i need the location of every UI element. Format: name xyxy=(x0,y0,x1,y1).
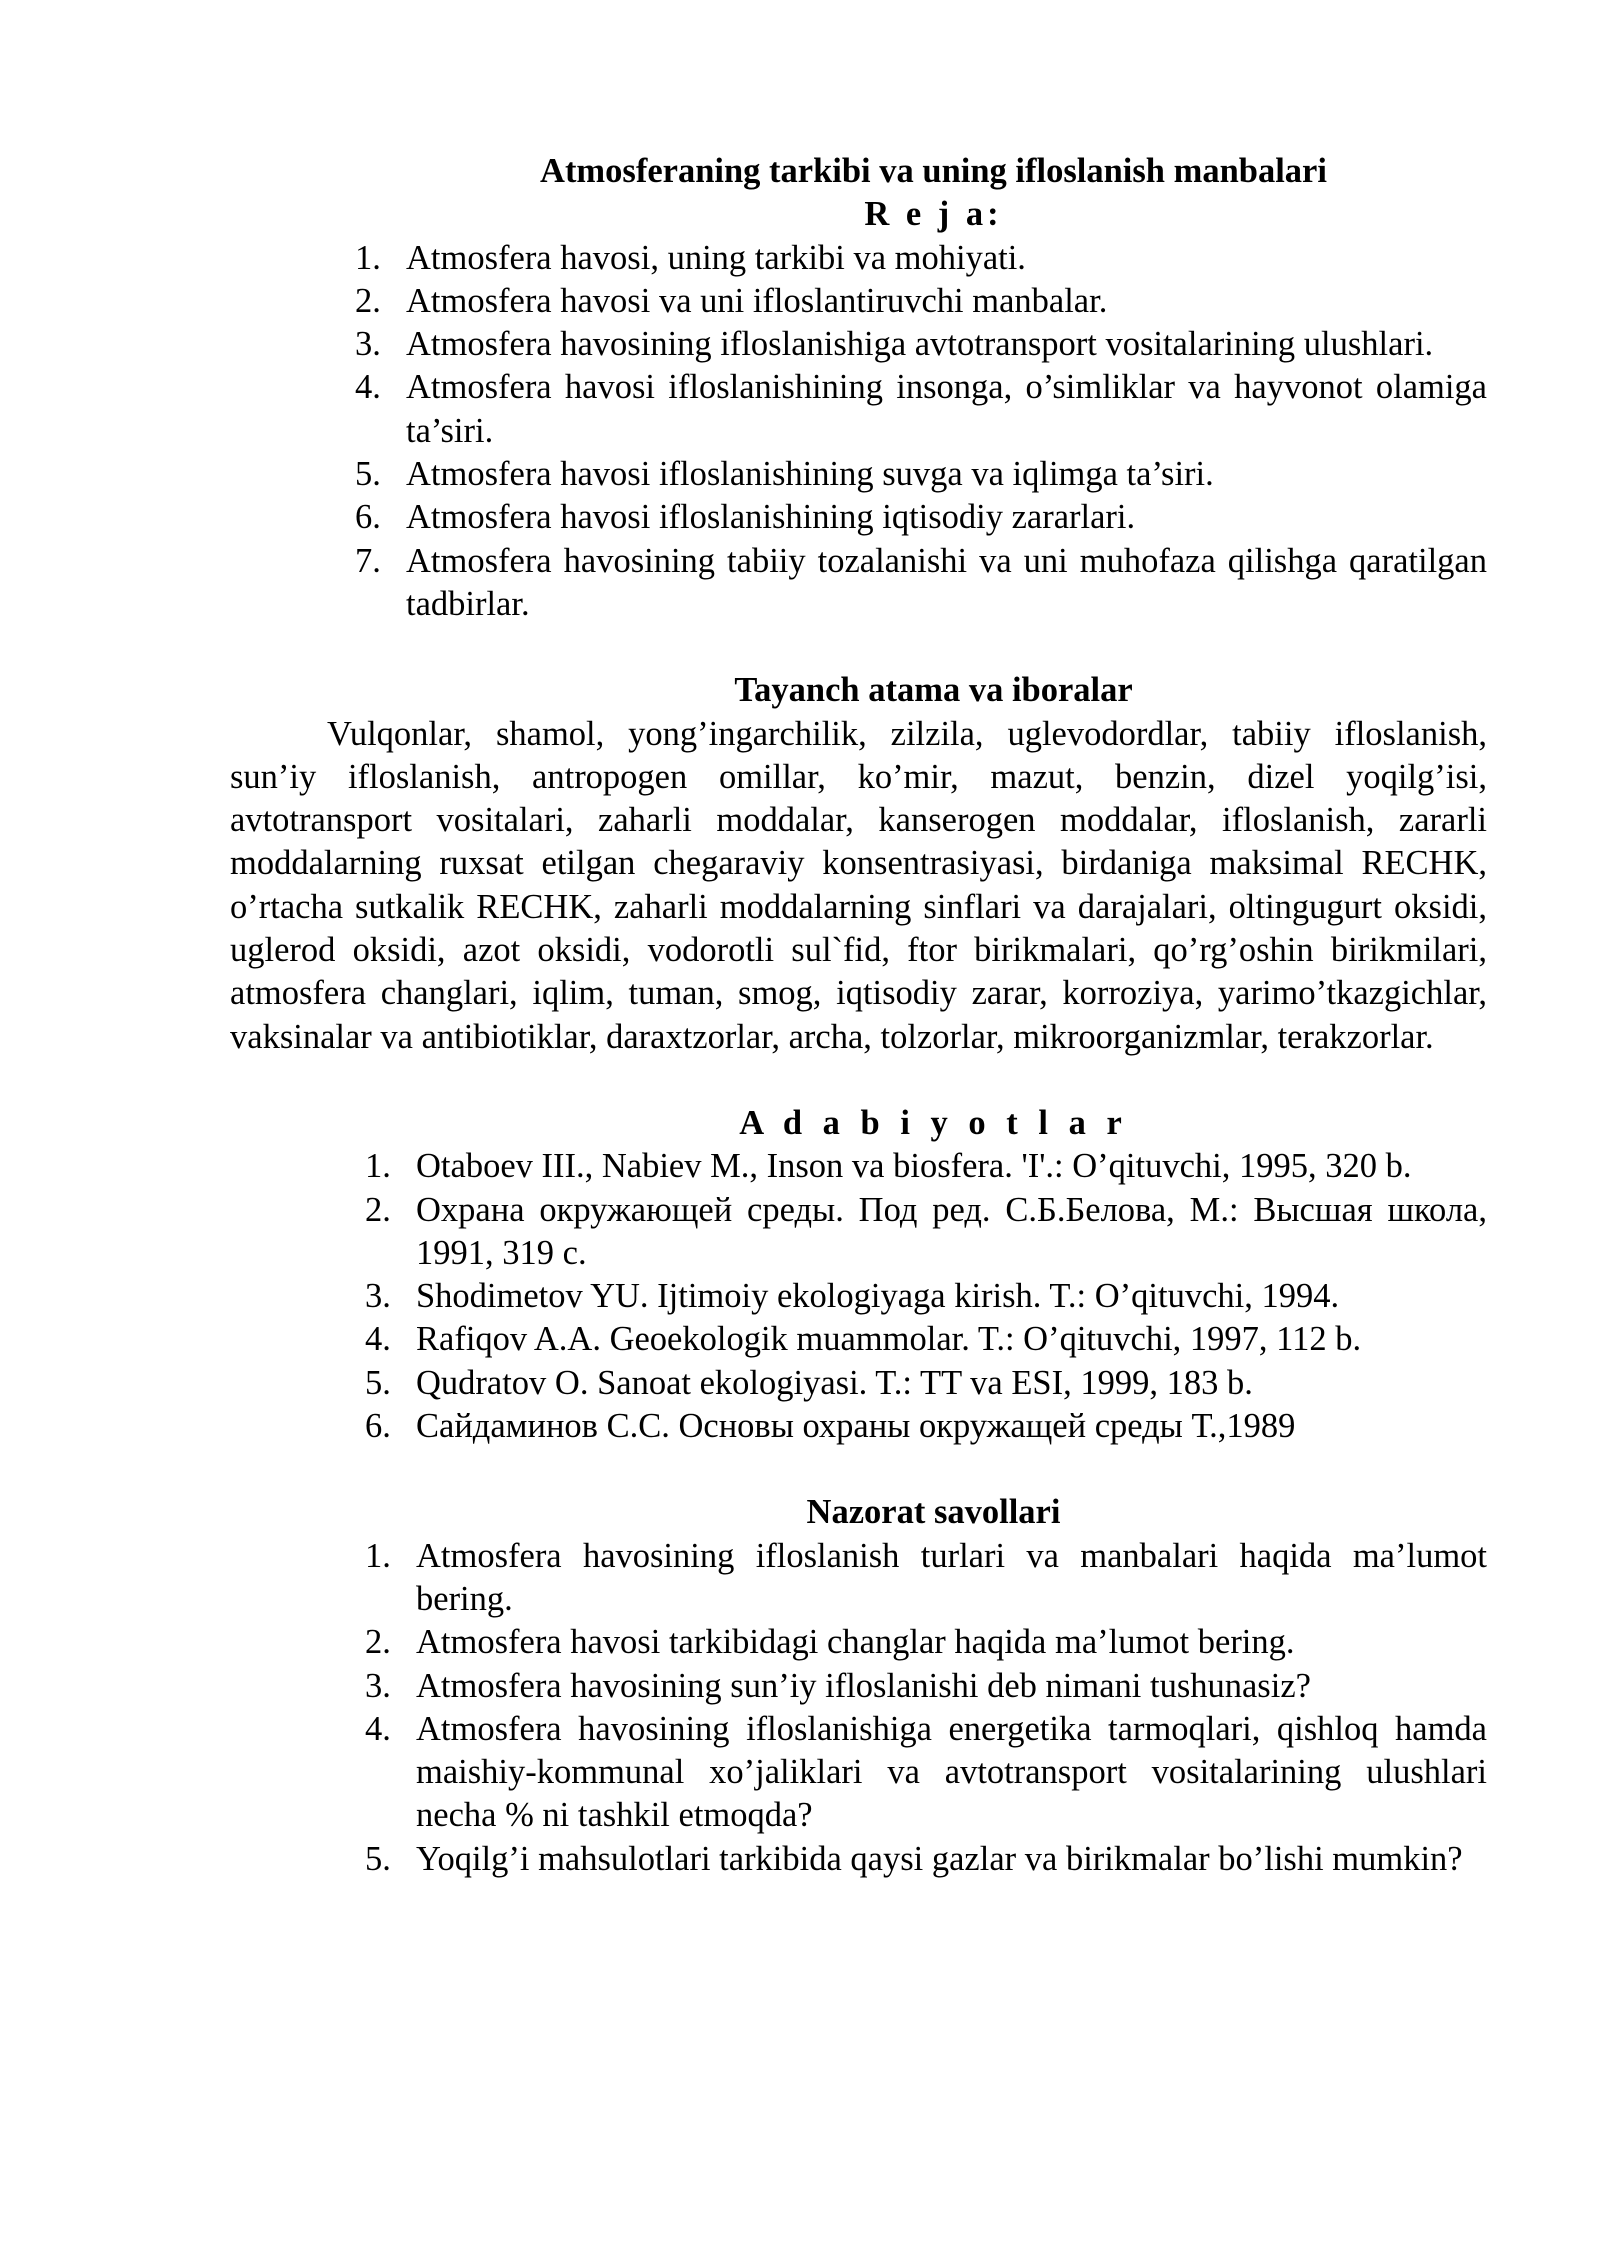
literature-title: A d a b i y o t l a r xyxy=(739,1103,1128,1142)
questions-title: Nazorat savollari xyxy=(806,1493,1061,1532)
questions-list xyxy=(230,1535,1487,1881)
item-number: 4. xyxy=(355,368,381,407)
list-item xyxy=(230,237,1487,280)
item-number: 3. xyxy=(365,1277,391,1316)
item-text: Atmosfera havosining ifloslanishiga energetika tarmoqlari, qishloq hamda maishiy-kommunal xo’jaliklari va avtotransport vositalarining ulushlari necha % ni tashkil etmoqda? xyxy=(416,1709,1487,1835)
item-number: 5. xyxy=(355,455,381,494)
list-item xyxy=(230,1405,1487,1448)
item-text: Shodimetov YU. Ijtimoiy ekologiyaga kirish. T.: O’qituvchi, 1994. xyxy=(416,1277,1340,1316)
item-text: Atmosfera havosi ifloslanishining suvga va iqlimga ta’siri. xyxy=(406,455,1214,494)
item-text: Yoqilg’i mahsulotlari tarkibida qaysi gazlar va birikmalar bo’lishi mumkin? xyxy=(416,1839,1463,1878)
list-item xyxy=(230,453,1487,496)
item-text: Atmosfera havosi, uning tarkibi va mohiyati. xyxy=(406,238,1026,277)
spacer xyxy=(230,1448,1487,1491)
document-body xyxy=(230,150,1487,1881)
item-text: Сайдаминов С.С. Основы охраны окружащей среды Т.,1989 xyxy=(416,1407,1296,1446)
item-text: Охрана окружающей среды. Под ред. С.Б.Белова, М.: Высшая школа, 1991, 319 с. xyxy=(416,1190,1487,1272)
terms-title: Tayanch atama va iboralar xyxy=(734,671,1133,710)
item-number: 5. xyxy=(365,1839,391,1878)
item-number: 3. xyxy=(365,1666,391,1705)
item-number: 2. xyxy=(365,1623,391,1662)
item-text: Rafiqov A.A. Geoekologik muammolar. T.: O’qituvchi, 1997, 112 b. xyxy=(416,1320,1362,1359)
item-text: Atmosfera havosining ifloslanishiga avtotransport vositalarining ulushlari. xyxy=(406,325,1434,364)
item-text: Atmosfera havosi tarkibidagi changlar haqida ma’lumot bering. xyxy=(416,1623,1295,1662)
literature-list xyxy=(230,1145,1487,1448)
spacer xyxy=(230,626,1487,669)
list-item xyxy=(230,1535,1487,1622)
list-item xyxy=(230,1145,1487,1188)
item-text: Atmosfera havosi va uni ifloslantiruvchi manbalar. xyxy=(406,281,1108,320)
item-number: 7. xyxy=(355,541,381,580)
item-number: 4. xyxy=(365,1320,391,1359)
item-number: 6. xyxy=(365,1407,391,1446)
list-item xyxy=(230,280,1487,323)
item-number: 1. xyxy=(365,1536,391,1575)
item-text: Atmosfera havosining sun’iy ifloslanishi deb nimani tushunasiz? xyxy=(416,1666,1311,1705)
list-item xyxy=(230,1708,1487,1838)
list-item xyxy=(230,1665,1487,1708)
item-number: 2. xyxy=(365,1190,391,1229)
item-number: 4. xyxy=(365,1709,391,1748)
item-text: Qudratov O. Sanoat ekologiyasi. T.: TT va ESI, 1999, 183 b. xyxy=(416,1363,1253,1402)
item-text: Atmosfera havosi ifloslanishining iqtisodiy zararlari. xyxy=(406,498,1136,537)
item-number: 3. xyxy=(355,325,381,364)
item-number: 5. xyxy=(365,1363,391,1402)
item-number: 1. xyxy=(365,1147,391,1186)
list-item xyxy=(230,323,1487,366)
item-number: 6. xyxy=(355,498,381,537)
document-title: Atmosferaning tarkibi va uning ifloslanish manbalari xyxy=(540,152,1327,190)
list-item xyxy=(230,366,1487,453)
spacer xyxy=(230,1059,1487,1102)
list-item xyxy=(230,1275,1487,1318)
list-item xyxy=(230,1621,1487,1664)
plan-list xyxy=(230,237,1487,627)
item-number: 2. xyxy=(355,281,381,320)
item-number: 1. xyxy=(355,238,381,277)
list-item xyxy=(230,1838,1487,1881)
item-text: Atmosfera havosi ifloslanishining insonga, o’simliklar va hayvonot olamiga ta’siri. xyxy=(406,368,1487,450)
list-item xyxy=(230,1189,1487,1276)
list-item xyxy=(230,1318,1487,1361)
list-item xyxy=(230,540,1487,627)
plan-title: R e j a: xyxy=(864,195,1003,234)
list-item xyxy=(230,496,1487,539)
list-item xyxy=(230,1362,1487,1405)
terms-paragraph: Vulqonlar, shamol, yong’ingarchilik, zilzila, uglevodordlar, tabiiy ifloslanish, sun’iy ifloslanish, antropogen omillar, ko’mir, mazut, benzin, dizel yoqilg’isi, avtotransport vositalari, zaharli moddalar, kanserogen moddalar, ifloslanish, zararli moddalarning ruxsat etilgan chegaraviy konsentrasiyasi, birdaniga maksimal RECHK, o’rtacha sutkalik RECHK, zaharli moddalarning sinflari va darajalari, oltingugurt oksidi, uglerod oksidi, azot oksidi, vodorotli sul`fid, ftor birikmalari, qo’rg’oshin birikmilari, atmosfera changlari, iqlim, tuman, smog, iqtisodiy zarar, korroziya, yarimo’tkazgichlar, vaksinalar va antibiotiklar, daraxtzorlar, archa, tolzorlar, mikroorganizmlar, terakzorlar. xyxy=(230,714,1487,1056)
item-text: Atmosfera havosining ifloslanish turlari va manbalari haqida ma’lumot bering. xyxy=(416,1536,1487,1618)
item-text: Atmosfera havosining tabiiy tozalanishi va uni muhofaza qilishga qaratilgan tadbirlar. xyxy=(406,541,1487,623)
item-text: Otaboev III., Nabiev M., Inson va biosfera. 'I'.: O’qituvchi, 1995, 320 b. xyxy=(416,1147,1412,1186)
